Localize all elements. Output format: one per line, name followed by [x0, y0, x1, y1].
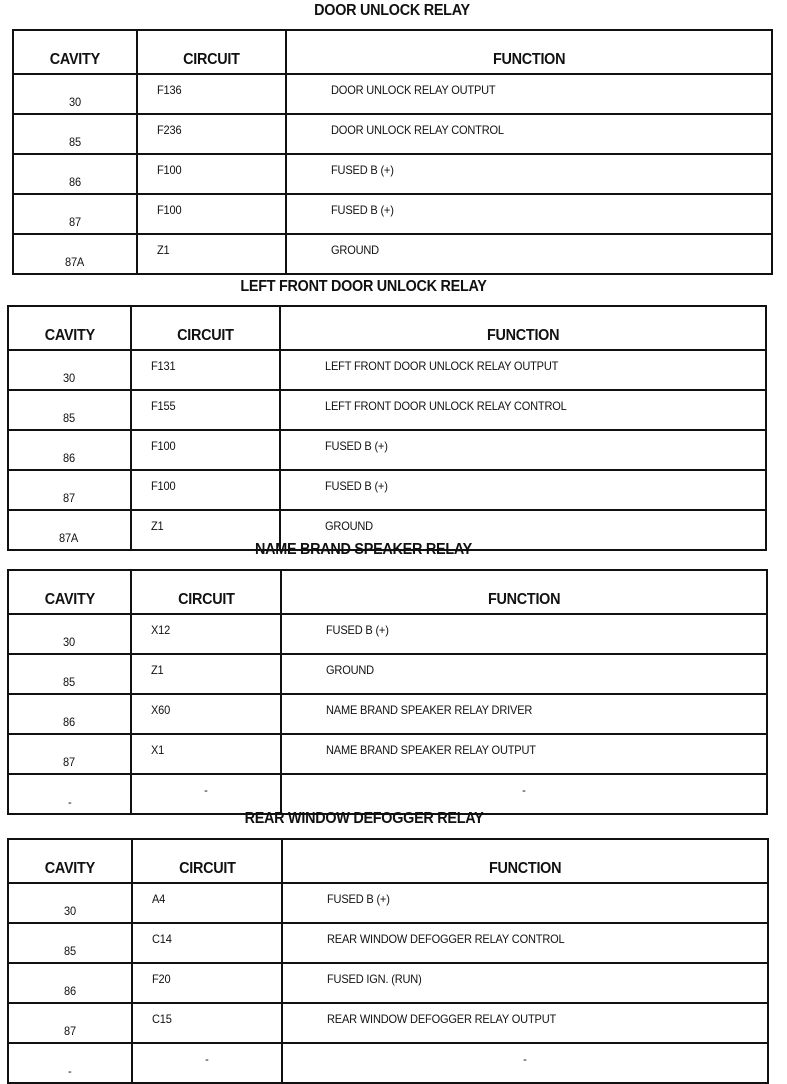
circuit-cell: X12 — [131, 614, 281, 654]
function-cell: FUSED B (+) — [281, 614, 767, 654]
cavity-cell: 87A — [8, 510, 131, 550]
cavity-cell: - — [8, 774, 131, 814]
function-cell: NAME BRAND SPEAKER RELAY OUTPUT — [281, 734, 767, 774]
function-cell: REAR WINDOW DEFOGGER RELAY OUTPUT — [282, 1003, 768, 1043]
cavity-cell: 86 — [13, 154, 137, 194]
column-header-circuit: CIRCUIT — [131, 306, 280, 350]
cavity-cell: 85 — [13, 114, 137, 154]
function-cell: NAME BRAND SPEAKER RELAY DRIVER — [281, 694, 767, 734]
circuit-cell: Z1 — [131, 654, 281, 694]
function-cell: FUSED IGN. (RUN) — [282, 963, 768, 1003]
column-header-function: FUNCTION — [282, 839, 768, 883]
circuit-cell: C14 — [132, 923, 282, 963]
cavity-cell: 86 — [8, 963, 132, 1003]
table-row — [8, 923, 768, 963]
function-cell: FUSED B (+) — [286, 154, 772, 194]
circuit-cell: F20 — [132, 963, 282, 1003]
column-header-cavity: CAVITY — [8, 839, 132, 883]
column-header-cavity: CAVITY — [8, 570, 131, 614]
function-cell: REAR WINDOW DEFOGGER RELAY CONTROL — [282, 923, 768, 963]
function-cell: GROUND — [286, 234, 772, 274]
section-title: DOOR UNLOCK RELAY — [314, 2, 470, 19]
circuit-cell: F100 — [137, 154, 286, 194]
function-cell: FUSED B (+) — [280, 430, 766, 470]
circuit-cell: - — [131, 774, 281, 814]
table-row-empty — [8, 1043, 768, 1083]
cavity-cell: 85 — [8, 923, 132, 963]
circuit-cell: X1 — [131, 734, 281, 774]
function-cell: GROUND — [281, 654, 767, 694]
cavity-cell: 85 — [8, 390, 131, 430]
column-header-circuit: CIRCUIT — [131, 570, 281, 614]
function-cell: LEFT FRONT DOOR UNLOCK RELAY OUTPUT — [280, 350, 766, 390]
circuit-cell: F136 — [137, 74, 286, 114]
function-cell: DOOR UNLOCK RELAY CONTROL — [286, 114, 772, 154]
table-row — [8, 1003, 768, 1043]
cavity-cell: 87 — [8, 470, 131, 510]
cavity-cell: 30 — [13, 74, 137, 114]
function-cell: FUSED B (+) — [286, 194, 772, 234]
circuit-cell: - — [132, 1043, 282, 1083]
section-title: LEFT FRONT DOOR UNLOCK RELAY — [240, 278, 487, 295]
column-header-cavity: CAVITY — [13, 30, 137, 74]
circuit-cell: X60 — [131, 694, 281, 734]
cavity-cell: 30 — [8, 883, 132, 923]
function-cell: FUSED B (+) — [282, 883, 768, 923]
column-header-circuit: CIRCUIT — [137, 30, 286, 74]
circuit-cell: F100 — [137, 194, 286, 234]
table-header-row — [8, 839, 768, 883]
function-cell: DOOR UNLOCK RELAY OUTPUT — [286, 74, 772, 114]
circuit-cell: F155 — [131, 390, 280, 430]
cavity-cell: 87 — [8, 1003, 132, 1043]
function-cell: GROUND — [280, 510, 766, 550]
column-header-cavity: CAVITY — [8, 306, 131, 350]
circuit-cell: F236 — [137, 114, 286, 154]
function-cell: - — [281, 774, 767, 814]
function-cell: - — [282, 1043, 768, 1083]
cavity-cell: - — [8, 1043, 132, 1083]
circuit-cell: F131 — [131, 350, 280, 390]
cavity-cell: 87 — [8, 734, 131, 774]
relay-table — [7, 838, 769, 1084]
circuit-cell: F100 — [131, 430, 280, 470]
circuit-cell: Z1 — [137, 234, 286, 274]
cavity-cell: 86 — [8, 430, 131, 470]
cavity-cell: 30 — [8, 350, 131, 390]
column-header-function: FUNCTION — [280, 306, 766, 350]
circuit-cell: F100 — [131, 470, 280, 510]
section-title: NAME BRAND SPEAKER RELAY — [254, 541, 473, 558]
column-header-circuit: CIRCUIT — [132, 839, 282, 883]
cavity-cell: 30 — [8, 614, 131, 654]
cavity-cell: 86 — [8, 694, 131, 734]
circuit-cell: Z1 — [131, 510, 280, 550]
column-header-function: FUNCTION — [281, 570, 767, 614]
circuit-cell: A4 — [132, 883, 282, 923]
section-title: REAR WINDOW DEFOGGER RELAY — [244, 810, 484, 827]
table-row — [8, 963, 768, 1003]
cavity-cell: 87 — [13, 194, 137, 234]
function-cell: FUSED B (+) — [280, 470, 766, 510]
cavity-cell: 87A — [13, 234, 137, 274]
circuit-cell: C15 — [132, 1003, 282, 1043]
column-header-function: FUNCTION — [286, 30, 772, 74]
cavity-cell: 85 — [8, 654, 131, 694]
table-row — [8, 883, 768, 923]
function-cell: LEFT FRONT DOOR UNLOCK RELAY CONTROL — [280, 390, 766, 430]
